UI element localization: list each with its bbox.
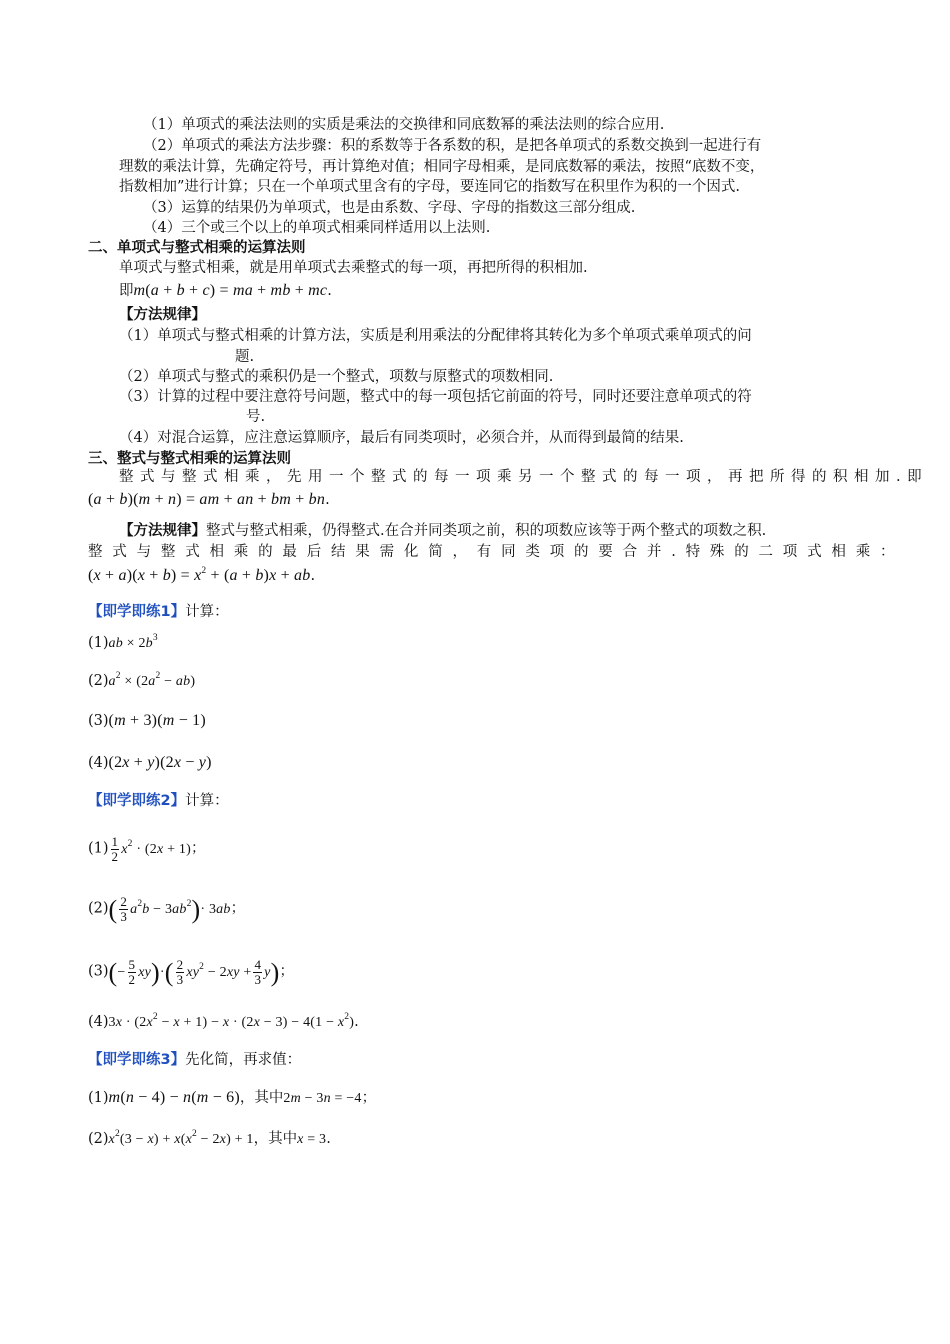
practice-1-instruction: 计算： [185, 604, 229, 620]
section-3-heading: 三、整式与整式相乘的运算法则 [88, 451, 291, 467]
rule-3: （3）运算的结果仍为单项式，也是由系数、字母、字母的指数这三部分组成. [143, 200, 636, 216]
section-3-method-text: 整式与整式相乘，仍得整式.在合并同类项之前，积的项数应该等于两个整式的项数之积. [206, 523, 767, 539]
item-number: (1) [88, 840, 109, 857]
item-number: (3) [88, 963, 109, 980]
formula-special-binomial: $(x + a)(x + b) = x^2 + (a + b)x$ + ab [88, 566, 311, 584]
practice-1-item-1: $(1)ab \times 2b^3$ [88, 633, 158, 651]
practice-2-instruction: 计算： [185, 793, 229, 809]
where-label: 其中 [268, 1131, 298, 1147]
method-1-line-2: 题. [235, 349, 255, 365]
item-number: (3) [88, 713, 109, 729]
practice-2-item-2: (2)( $\frac{2}{3}$ $a^2b - 3ab^2)\cdot 3ab$； [88, 894, 246, 924]
section-2-heading: 二、单项式与整式相乘的运算法则 [88, 240, 306, 256]
practice-2-item-1: (1) $\frac{1}{2}$ $x^2 \cdot (2x + 1)$； [88, 834, 206, 864]
practice-2-item-3: (3)(− $\frac{5}{2}$ xy)·( $\frac{2}{3}$ $xy^2 - 2xy$ + $\frac{4}{3}$ y)； [88, 957, 294, 987]
practice-2-item-4: $(4)3x \cdot (2x^2 - x + 1) - x \cdot (2x - 3) - 4(1 - x^2)$. [88, 1012, 359, 1030]
section-3-formula: (a + b)(m + n) = am + an + bm + bn. [88, 491, 330, 508]
where-label: 其中 [254, 1090, 284, 1106]
practice-3-instruction: 先化简，再求值： [185, 1052, 302, 1068]
section-3-method-label: 【方法规律】 [119, 523, 206, 539]
item-number: (2) [88, 673, 109, 689]
section-3-text-2: 整式与整式相乘的最后结果需化简，有同类项的要合并.特殊的二项式相乘： [88, 544, 905, 560]
item-number: (1) [88, 635, 109, 651]
practice-2-label: 【即学即练2】 [88, 793, 186, 809]
method-1-line-1: （1）单项式与整式相乘的计算方法，实质是利用乘法的分配律将其转化为多个单项式乘单项式的问 [119, 328, 752, 344]
section-3-formula-2: $(x + a)(x + b) = x^2 + (a + b)x$ + ab. [88, 566, 316, 584]
item-number: (1) [88, 1090, 109, 1106]
practice-3-item-1: (1)m(n − 4) − n(m − 6)，其中2m − 3n = −4； [88, 1089, 377, 1106]
method-4: （4）对混合运算，应注意运算顺序，最后有同类项时，必须合并，从而得到最简的结果. [119, 430, 684, 446]
formula-binomial-product: (a + b)(m + n) = am + an + bm + bn [88, 491, 326, 508]
ji-label: 即 [119, 283, 134, 299]
rule-4: （4）三个或三个以上的单项式相乘同样适用以上法则. [143, 220, 491, 236]
rule-2-line-2: 理数的乘法计算，先确定符号，再计算绝对值；相同字母相乘，是同底数幂的乘法，按照“底数不变， [119, 159, 765, 175]
method-3-line-1: （3）计算的过程中要注意符号问题，整式中的每一项包括它前面的符号，同时还要注意单项式的符 [119, 389, 752, 405]
practice-1-item-2: $(2)a^2 \times (2a^2 - ab)$ [88, 671, 196, 689]
method-2: （2）单项式与整式的乘积仍是一个整式，项数与原整式的项数相同. [119, 369, 554, 385]
item-number: (2) [88, 900, 109, 917]
section-2-method-label: 【方法规律】 [119, 307, 206, 323]
item-number: (4) [88, 755, 109, 771]
practice-2-header [88, 791, 229, 811]
item-number: (2) [88, 1131, 109, 1147]
section-3-text: 整式与整式相乘，先用一个整式的每一项乘另一个整式的每一项，再把所得的积相加.即 [119, 469, 929, 485]
practice-3-label: 【即学即练3】 [88, 1052, 186, 1068]
rule-2-line-1: （2）单项式的乘法方法步骤：积的系数等于各系数的积，是把各单项式的系数交换到一起进行有 [143, 138, 762, 154]
item-number: (4) [88, 1014, 109, 1030]
formula-distributive: m(a + b + c) = ma + mb + mc [133, 282, 328, 299]
practice-1-header [88, 602, 229, 622]
section-3-method [119, 521, 766, 541]
rule-2-line-3: 指数相加”进行计算；只在一个单项式里含有的字母，要连同它的指数写在积里作为积的一个因式. [119, 179, 741, 195]
practice-1-item-3: (3)(m + 3)(m − 1) [88, 712, 206, 729]
rule-1: （1）单项式的乘法法则的实质是乘法的交换律和同底数幂的乘法法则的综合应用. [143, 117, 665, 133]
section-2-formula: 即m(a + b + c) = ma + mb + mc. [119, 282, 332, 299]
practice-3-header [88, 1050, 301, 1070]
practice-1-label: 【即学即练1】 [88, 604, 186, 620]
practice-1-item-4: (4)(2x + y)(2x − y) [88, 754, 212, 771]
method-3-line-2: 号. [246, 409, 266, 425]
section-2-text: 单项式与整式相乘，就是用单项式去乘整式的每一项，再把所得的积相加. [119, 260, 588, 276]
practice-3-item-2: $(2)x^2(3 - x) + x(x^2 - 2x) + 1$，其中x = 3. [88, 1129, 331, 1147]
